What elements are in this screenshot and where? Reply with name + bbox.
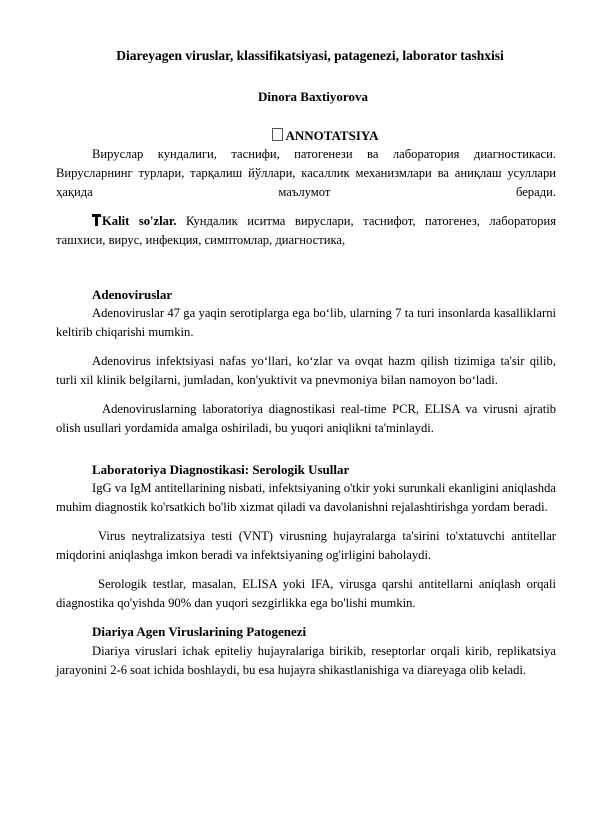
annotation-text: Вируслар кундалиги, таснифи, патогенези ва лаборатория диагностикаси. Вирусларнинг турлари, тарқалиш йўллари, касаллик механизмлари ва аниқлаш усуллари ҳақида маълумот беради. xyxy=(56,147,556,200)
section-paragraph: Diariya viruslari ichak epiteliy hujayralariga birikib, reseptorlar orqali kirib, replikatsiya jarayonini 2-6 soat ichida boshlaydi, bu esa hujayra shikastlanishiga va diareyaga olib keladi. xyxy=(56,643,556,677)
section-paragraph: Virus neytralizatsiya testi (VNT) virusning hujayralarga ta'sirini to'xtatuvchi antitellar miqdorini aniqlashga imkon beradi va infektsiyaning og'irligini baholaydi. xyxy=(56,528,556,562)
section-paragraph: Adenovirus infektsiyasi nafas yo‘llari, ko‘zlar va ovqat hazm qilish tizimiga ta'sir qilib, turli xil klinik belgilarni, jumladan, kon'yuktivit va pnevmoniya bilan namoyon bo‘ladi. xyxy=(56,353,556,387)
author-name: Dinora Baxtiyorova xyxy=(258,89,368,105)
annotation-heading xyxy=(56,126,556,146)
keywords-label: Kalit so'zlar. xyxy=(102,213,177,228)
document-page xyxy=(0,46,612,838)
document-title: Diareyagen viruslar, klassifikatsiyasi, patagenezi, laborator tashxisi xyxy=(116,48,504,63)
section-heading-pathogenesis: Diariya Agen Viruslarining Patogenezi xyxy=(92,624,307,640)
section-heading-serologic-diagnostics: Laboratoriya Diagnostikasi: Serologik Usullar xyxy=(92,461,350,477)
annotation-heading-text: ANNOTATSIYA xyxy=(285,127,379,143)
section-paragraph: Serologik testlar, masalan, ELISA yoki IFA, virusga qarshi antitellarni aniqlash orqali diagnostika qo'yishda 90% dan yuqori sezgirlikka ega bo'lishi mumkin. xyxy=(56,576,556,610)
section-paragraph: Adenoviruslarning laboratoriya diagnostikasi real-time PCR, ELISA va virusni ajratib olish usullari yordamida amalga oshiriladi, bu yuqori aniqlikni ta'minlaydi. xyxy=(56,401,556,435)
section-heading-adenoviruses: Adenoviruslar xyxy=(92,286,173,302)
keywords-text: Кундалик иситма вируслари, таснифот, патогенез, лаборатория ташхиси, вирус, инфекция, симптомлар, диагностика, xyxy=(56,213,556,247)
section-paragraph: IgG va IgM antitellarining nisbati, infektsiyaning o'tkir yoki surunkali ekanligini aniqlashda muhim diagnostik ko'rsatkich bo'lib xizmat qiladi va davolanishni rejalashtirishga yordam beradi. xyxy=(56,481,556,514)
keywords-paragraph xyxy=(56,212,556,250)
section-paragraph: Adenoviruslar 47 ga yaqin serotiplarga ega bo‘lib, ularning 7 ta turi insonlarda kasalliklarni keltirib chiqarishi mumkin. xyxy=(56,306,556,340)
pin-icon xyxy=(92,214,102,226)
missing-glyph-icon xyxy=(272,128,283,141)
